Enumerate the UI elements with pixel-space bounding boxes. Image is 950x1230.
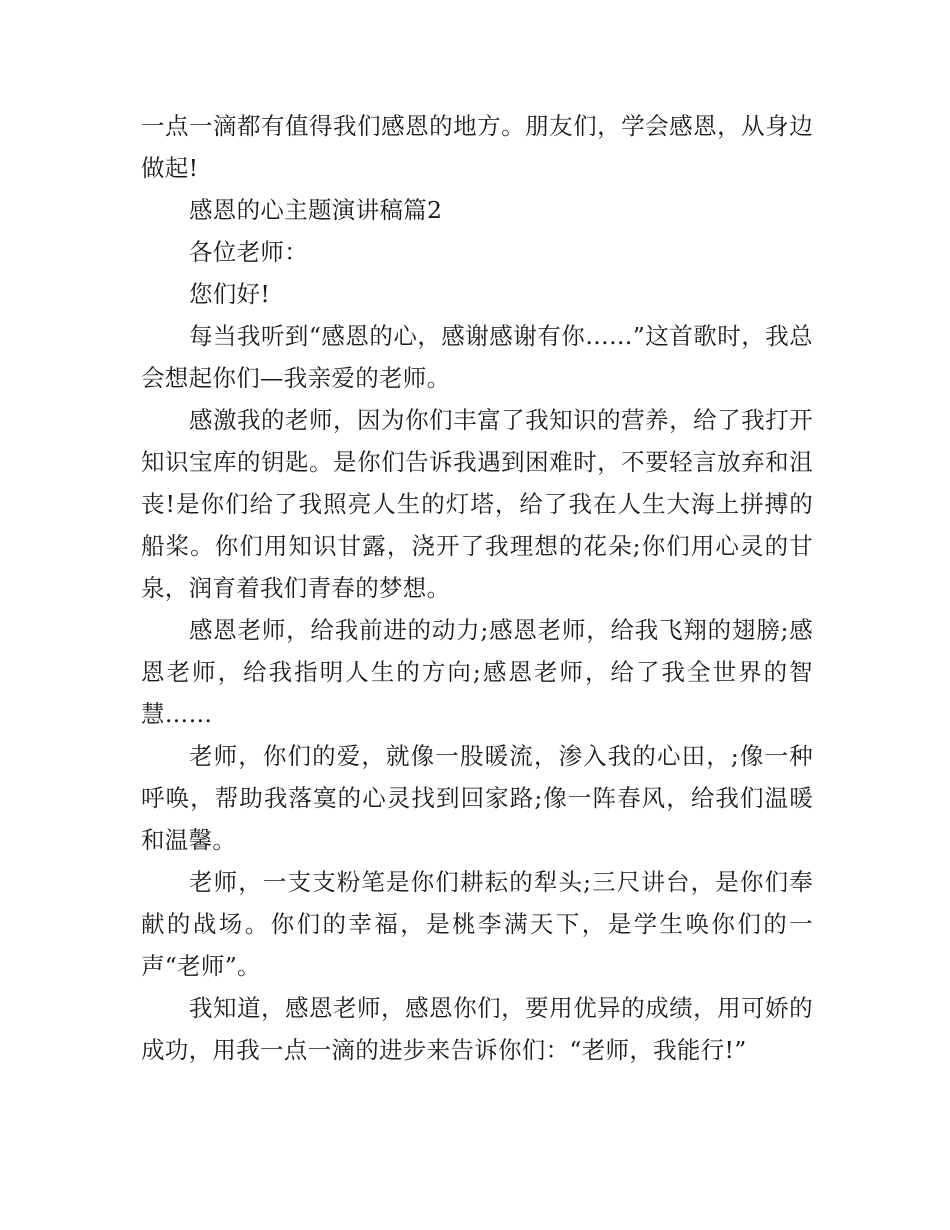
paragraph: 老师，你们的爱，就像一股暖流，渗入我的心田，;像一种呼唤，帮助我落寞的心灵找到回家路;像一阵春风，给我们温暖和温馨。 xyxy=(141,742,813,854)
paragraph: 老师，一支支粉笔是你们耕耘的犁头;三尺讲台，是你们奉献的战场。你们的幸福，是桃李满天下，是学生唤你们的一声“老师”。 xyxy=(141,868,813,980)
paragraph: 每当我听到“感恩的心，感谢感谢有你……”这首歌时，我总会想起你们—我亲爱的老师。 xyxy=(141,322,813,392)
section-heading: 感恩的心主题演讲稿篇2 xyxy=(189,196,443,224)
paragraph-continuation: 一点一滴都有值得我们感恩的地方。朋友们，学会感恩，从身边做起! xyxy=(141,112,813,182)
greeting: 您们好! xyxy=(189,280,271,308)
salutation: 各位老师： xyxy=(189,238,308,266)
paragraph: 感恩老师，给我前进的动力;感恩老师，给我飞翔的翅膀;感恩老师，给我指明人生的方向;感恩老师，给了我全世界的智慧…… xyxy=(141,616,813,728)
paragraph-closing: 我知道，感恩老师，感恩你们，要用优异的成绩，用可娇的成功，用我一点一滴的进步来告诉你们：“老师，我能行!” xyxy=(141,994,813,1064)
document-body xyxy=(141,105,813,1071)
paragraph: 感激我的老师，因为你们丰富了我知识的营养，给了我打开知识宝库的钥匙。是你们告诉我遇到困难时，不要轻言放弃和沮丧!是你们给了我照亮人生的灯塔，给了我在人生大海上拼搏的船桨。你们用知识甘露，浇开了我理想的花朵;你们用心灵的甘泉，润育着我们青春的梦想。 xyxy=(141,406,813,602)
